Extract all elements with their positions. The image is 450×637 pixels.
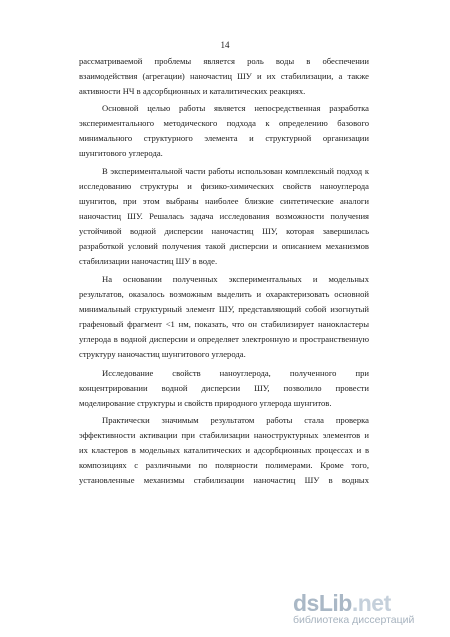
paragraph-5	[79, 366, 369, 411]
text-line: эффективности активации при стабилизации наноструктурных элементов и	[79, 430, 369, 440]
text-line: шунгитового углерода.	[79, 148, 163, 158]
paragraph-1	[79, 54, 369, 99]
text-line: установленные механизмы стабилизации наночастиц ШУ в водных	[79, 475, 369, 485]
text-line: графеновый фрагмент <1 нм, показать, что он стабилизирует нанокластеры	[79, 319, 369, 329]
text-line: рассматриваемой проблемы является роль воды в обеспечении	[79, 56, 369, 66]
text-line: активности НЧ в адсорбционных и каталитических реакциях.	[79, 86, 306, 96]
text-line: их кластеров в модельных каталитических и адсорбционных процессах и в	[79, 445, 369, 455]
text-line: Основной целью работы является непосредственная разработка	[102, 103, 369, 113]
dslib-watermark	[293, 592, 438, 627]
text-line: Исследование свойств наноуглерода, полученного при	[102, 368, 369, 378]
text-line: экспериментального методического подхода к определению базового	[79, 118, 369, 128]
page-number: 14	[220, 40, 230, 50]
text-line: композициях с различными по полярности полимерами. Кроме того,	[79, 460, 369, 470]
text-line: углерода в водной дисперсии и определяет электронную и пространственную	[79, 334, 369, 344]
text-line: На основании полученных экспериментальных и модельных	[102, 274, 369, 284]
text-line: взаимодействия (агрегации) наночастиц ШУ и их стабилизации, а также	[79, 71, 369, 81]
text-line: минимального структурного элемента и структурной организации	[79, 133, 369, 143]
text-line: устойчивой водной дисперсии наночастиц ШУ, которая завершилась	[79, 226, 369, 236]
text-line: результатов, оказалось возможным выделить и охарактеризовать основной	[79, 289, 369, 299]
text-line: минимальный структурный элемент ШУ, представляющий собой изогнутый	[79, 304, 369, 314]
text-line: моделирование структуры и свойств природного углерода шунгитов.	[79, 398, 332, 408]
paragraph-6	[79, 413, 369, 488]
paragraph-3	[79, 164, 369, 269]
paragraph-2	[79, 101, 369, 161]
dslib-logo	[293, 592, 438, 614]
text-line: структуру наночастиц шунгитового углерода.	[79, 349, 246, 359]
watermark-tagline: библиотека диссертаций	[293, 614, 415, 626]
text-line: стабилизации наночастиц ШУ в воде.	[79, 256, 218, 266]
text-line: концентрировании водной дисперсии ШУ, позволило провести	[79, 383, 369, 393]
text-line: наночастиц ШУ. Решалась задача исследования возможности получения	[79, 211, 369, 221]
text-line: шунгитов, при этом выбраны наиболее близкие синтетические аналоги	[79, 196, 369, 206]
logo-suffix: .net	[351, 590, 391, 616]
text-line: В экспериментальной части работы использован комплексный подход к	[102, 166, 369, 176]
logo-main: dsLib	[293, 590, 352, 616]
paragraph-4	[79, 272, 369, 362]
text-line: Практически значимым результатом работы стала проверка	[102, 415, 369, 425]
text-line: разработкой условий получения такой дисперсии и описанием механизмов	[79, 241, 369, 251]
text-line: исследованию структуры и физико-химических свойств наноуглерода	[79, 181, 369, 191]
